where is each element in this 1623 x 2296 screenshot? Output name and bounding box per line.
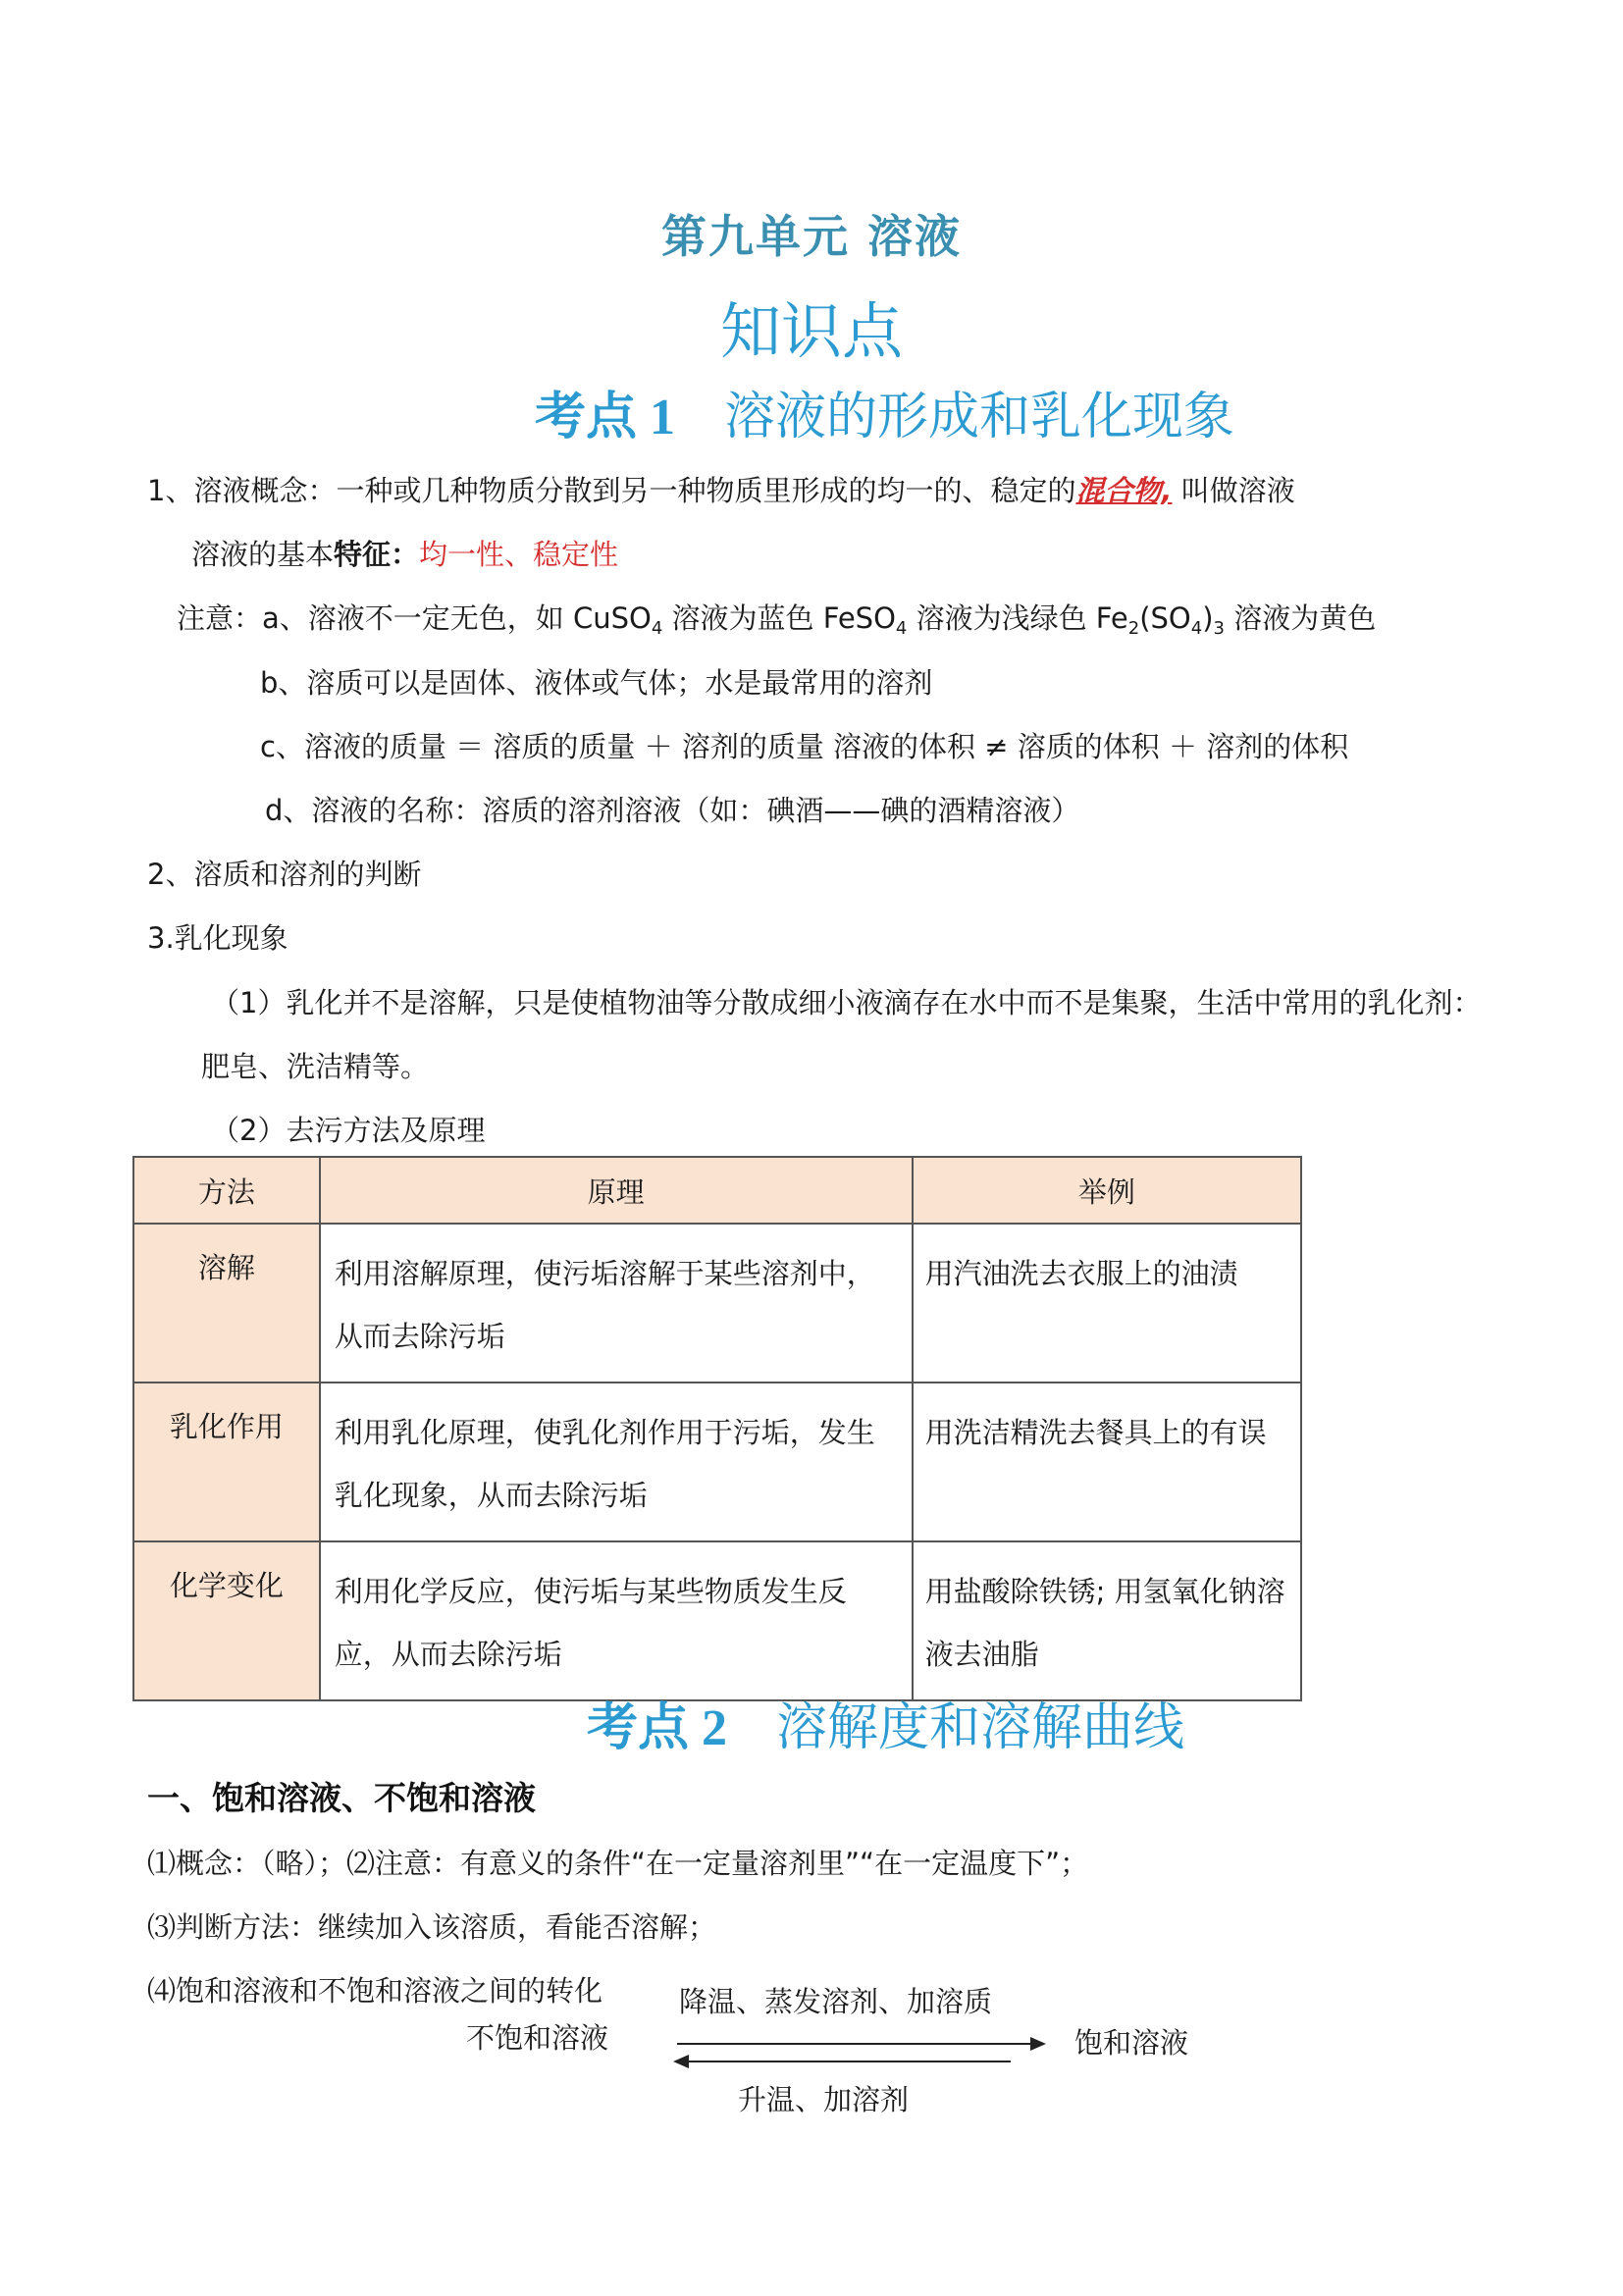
- note-a-text: (SO: [1139, 601, 1191, 635]
- table-header: 方法: [133, 1157, 320, 1224]
- note-a-text: 溶液为蓝色 FeSO: [662, 601, 896, 635]
- note-a: [177, 597, 1376, 637]
- solute-solvent-judgement: 2、溶质和溶剂的判断: [147, 858, 422, 891]
- subscript: 2: [1127, 618, 1140, 639]
- table-header-row: [133, 1157, 1301, 1224]
- saturated-judgement: ⑶判断方法：继续加入该溶质，看能否溶解；: [147, 1910, 717, 1944]
- note-a-text: ): [1202, 601, 1214, 635]
- table-row: [133, 1541, 1301, 1700]
- principle-cell: 利用溶解原理，使污垢溶解于某些溶剂中，从而去除污垢: [320, 1224, 913, 1383]
- table-header: 原理: [320, 1157, 913, 1224]
- subscript: 4: [1190, 618, 1203, 639]
- note-b: b、溶质可以是固体、液体或气体；水是最常用的溶剂: [260, 666, 933, 700]
- saturated-conversion: ⑷饱和溶液和不饱和溶液之间的转化: [147, 1974, 603, 2008]
- example-cell: 用汽油洗去衣服上的油渍: [913, 1224, 1301, 1383]
- concept-highlight: 混合物,: [1075, 474, 1173, 507]
- concept-suffix: 叫做溶液: [1172, 474, 1295, 507]
- forward-arrow-icon: [1030, 2037, 1046, 2051]
- note-a-text: 注意：a、溶液不一定无色，如 CuSO: [177, 601, 652, 635]
- features-prefix: 溶液的基本: [191, 538, 335, 571]
- section-heading: 知识点: [719, 295, 903, 367]
- note-c: c、溶液的质量 ＝ 溶质的质量 ＋ 溶剂的质量 溶液的体积 ≠ 溶质的体积 ＋ 溶剂的体积: [260, 730, 1349, 763]
- conversion-reverse-label: 升温、加溶剂: [738, 2083, 910, 2116]
- forward-arrow-line: [677, 2043, 1030, 2045]
- note-a-text: 溶液为浅绿色 Fe: [907, 601, 1128, 635]
- note-a-text: 溶液为黄色: [1225, 601, 1377, 635]
- subscript: 3: [1213, 618, 1225, 639]
- kp2-title: [587, 1686, 1184, 1759]
- solution-features: [191, 533, 618, 573]
- principle-cell: 利用乳化原理，使乳化剂作用于污垢，发生乳化现象，从而去除污垢: [320, 1383, 913, 1541]
- concept-text: 1、溶液概念：一种或几种物质分散到另一种物质里形成的均一的、稳定的: [147, 474, 1076, 507]
- kp1-title-text: 溶液的形成和乳化现象: [724, 388, 1235, 446]
- emulsification-point-2: （2）去污方法及原理: [211, 1114, 486, 1147]
- table-row: [133, 1224, 1301, 1383]
- saturated-concept: ⑴概念：（略）；⑵注意：有意义的条件“在一定量溶剂里”“在一定温度下”；: [147, 1847, 1089, 1880]
- example-cell: 用盐酸除铁锈; 用氢氧化钠溶液去油脂: [913, 1541, 1301, 1700]
- example-cell: 用洗洁精洗去餐具上的有误: [913, 1383, 1301, 1541]
- subscript: 4: [651, 618, 663, 639]
- note-d: d、溶液的名称：溶质的溶剂溶液（如：碘酒——碘的酒精溶液）: [265, 794, 1080, 827]
- unsaturated-solution: 不饱和溶液: [466, 2021, 609, 2055]
- kp2-title-text: 溶解度和溶解曲线: [776, 1698, 1185, 1757]
- features-label: 特征：: [334, 538, 420, 571]
- solution-concept: [147, 469, 1295, 509]
- method-cell: 乳化作用: [133, 1383, 320, 1541]
- method-cell: 溶解: [133, 1224, 320, 1383]
- conversion-forward-label: 降温、蒸发溶剂、加溶质: [679, 1985, 993, 2018]
- saturated-solution-heading: 一、饱和溶液、不饱和溶液: [147, 1779, 536, 1817]
- table-header: 举例: [913, 1157, 1301, 1224]
- principle-cell: 利用化学反应，使污垢与某些物质发生反应，从而去除污垢: [320, 1541, 913, 1700]
- saturated-solution: 饱和溶液: [1074, 2026, 1189, 2060]
- table-row: [133, 1383, 1301, 1541]
- emulsification-point-1-cont: 肥皂、洗洁精等。: [201, 1050, 430, 1083]
- subscript: 4: [895, 618, 908, 639]
- reverse-arrow-icon: [673, 2055, 689, 2068]
- cleaning-methods-table: [132, 1156, 1302, 1701]
- emulsification-point-1: （1）乳化并不是溶解，只是使植物油等分散成细小液滴存在水中而不是集聚，生活中常用的乳化剂：: [211, 986, 1482, 1019]
- emulsification-heading: 3.乳化现象: [147, 921, 288, 955]
- reverse-arrow-line: [687, 2061, 1011, 2062]
- method-cell: 化学变化: [133, 1541, 320, 1700]
- kp2-number: 考点 2: [587, 1700, 728, 1756]
- features-values: 均一性、稳定性: [419, 538, 619, 571]
- kp1-title: [535, 375, 1234, 448]
- kp1-number: 考点 1: [535, 390, 676, 445]
- unit-title: 第九单元 溶液: [660, 210, 962, 263]
